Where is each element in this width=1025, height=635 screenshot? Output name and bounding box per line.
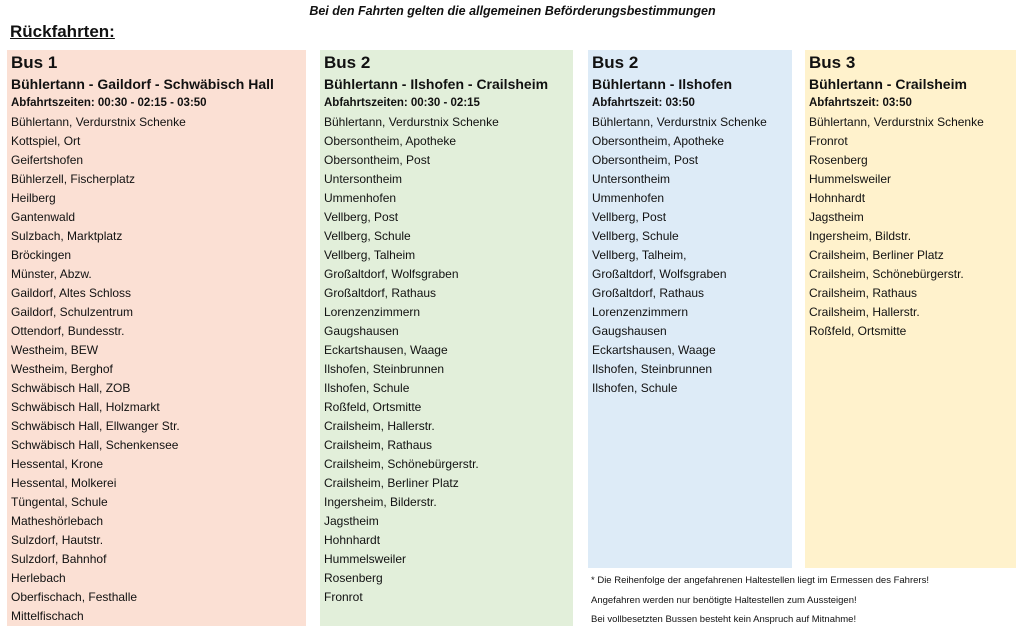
- bus-number: Bus 1: [11, 53, 58, 72]
- stop-item: Münster, Abzw.: [11, 267, 92, 281]
- stop-item: Eckartshausen, Waage: [592, 343, 716, 357]
- stop-item: Sulzdorf, Bahnhof: [11, 552, 107, 566]
- footnote: * Die Reihenfolge der angefahrenen Haltestellen liegt im Ermessen des Fahrers!: [591, 575, 929, 586]
- stop-list: [11, 113, 306, 626]
- stop-item: Crailsheim, Schönebürgerstr.: [324, 457, 479, 471]
- stop-item: Jagstheim: [809, 210, 864, 224]
- stop-item: Crailsheim, Berliner Platz: [809, 248, 944, 262]
- stop-item: Ilshofen, Schule: [324, 381, 410, 395]
- bus-number: Bus 3: [809, 53, 856, 72]
- stop-item: Hummelsweiler: [809, 172, 892, 186]
- stop-item: Crailsheim, Hallerstr.: [809, 305, 920, 319]
- footnote: Angefahren werden nur benötigte Haltestellen zum Aussteigen!: [591, 594, 857, 606]
- stop-item: Ilshofen, Steinbrunnen: [324, 362, 445, 376]
- stop-item: Ingersheim, Bildstr.: [809, 229, 912, 243]
- stop-item: Ilshofen, Schule: [592, 381, 678, 395]
- stop-item: Vellberg, Post: [324, 210, 399, 224]
- bus-route: Bühlertann - Crailsheim: [809, 76, 967, 92]
- stop-item: Bühlerzell, Fischerplatz: [11, 172, 136, 186]
- stop-item: Fronrot: [324, 590, 363, 604]
- bus-column: [320, 50, 573, 626]
- stop-item: Großaltdorf, Wolfsgraben: [324, 267, 459, 281]
- stop-item: Großaltdorf, Wolfsgraben: [592, 267, 727, 281]
- stop-list: [809, 113, 1016, 341]
- stop-item: Gaildorf, Schulzentrum: [11, 305, 134, 319]
- stop-item: Lorenzenzimmern: [324, 305, 421, 319]
- stop-item: Hohnhardt: [324, 533, 381, 547]
- stop-item: Schwäbisch Hall, Ellwanger Str.: [11, 419, 180, 433]
- stop-list: [324, 113, 573, 607]
- stop-item: Großaltdorf, Rathaus: [592, 286, 705, 300]
- stop-item: Rosenberg: [324, 571, 383, 585]
- stop-item: Crailsheim, Rathaus: [324, 438, 433, 452]
- stop-item: Kottspiel, Ort: [11, 134, 81, 148]
- bus-column: [7, 50, 306, 626]
- bus-route: Bühlertann - Ilshofen: [592, 76, 732, 92]
- bus-number: Bus 2: [592, 53, 639, 72]
- stop-item: Roßfeld, Ortsmitte: [324, 400, 422, 414]
- stop-item: Crailsheim, Rathaus: [809, 286, 918, 300]
- stop-item: Schwäbisch Hall, Holzmarkt: [11, 400, 160, 414]
- stop-item: Obersontheim, Post: [592, 153, 699, 167]
- departure-times: Abfahrtszeiten: 00:30 - 02:15: [324, 97, 480, 109]
- stop-item: Mittelfischach: [11, 609, 84, 623]
- bus-number: Bus 2: [324, 53, 371, 72]
- stop-item: Rosenberg: [809, 153, 868, 167]
- stop-item: Obersontheim, Post: [324, 153, 431, 167]
- stop-item: Bühlertann, Verdurstnix Schenke: [324, 115, 499, 129]
- stop-item: Ummenhofen: [324, 191, 397, 205]
- stop-item: Obersontheim, Apotheke: [324, 134, 457, 148]
- stop-item: Gaugshausen: [324, 324, 399, 338]
- stop-item: Vellberg, Talheim,: [592, 248, 687, 262]
- stop-item: Gaildorf, Altes Schloss: [11, 286, 132, 300]
- stop-item: Tüngental, Schule: [11, 495, 108, 509]
- bus-route: Bühlertann - Gaildorf - Schwäbisch Hall: [11, 76, 274, 92]
- stop-item: Bühlertann, Verdurstnix Schenke: [592, 115, 767, 129]
- stop-item: Bühlertann, Verdurstnix Schenke: [11, 115, 186, 129]
- stop-item: Untersontheim: [324, 172, 403, 186]
- bus-column: [805, 50, 1016, 568]
- page-heading: Rückfahrten:: [10, 22, 115, 41]
- stop-item: Sulzbach, Marktplatz: [11, 229, 123, 243]
- stop-item: Bühlertann, Verdurstnix Schenke: [809, 115, 984, 129]
- stop-item: Bröckingen: [11, 248, 72, 262]
- stop-item: Crailsheim, Berliner Platz: [324, 476, 459, 490]
- notice-text: Bei den Fahrten gelten die allgemeinen Beförderungsbestimmungen: [309, 4, 716, 18]
- stop-item: Vellberg, Talheim: [324, 248, 416, 262]
- stop-item: Crailsheim, Schönebürgerstr.: [809, 267, 964, 281]
- departure-times: Abfahrtszeit: 03:50: [592, 97, 695, 109]
- stop-item: Sulzdorf, Hautstr.: [11, 533, 104, 547]
- stop-item: Lorenzenzimmern: [592, 305, 689, 319]
- stop-item: Westheim, BEW: [11, 343, 99, 357]
- stop-item: Ottendorf, Bundesstr.: [11, 324, 125, 338]
- stop-list: [592, 113, 792, 398]
- stop-item: Untersontheim: [592, 172, 671, 186]
- stop-item: Roßfeld, Ortsmitte: [809, 324, 907, 338]
- stop-item: Gaugshausen: [592, 324, 667, 338]
- stop-item: Herlebach: [11, 571, 66, 585]
- stop-item: Großaltdorf, Rathaus: [324, 286, 437, 300]
- departure-times: Abfahrtszeiten: 00:30 - 02:15 - 03:50: [11, 97, 207, 109]
- stop-item: Eckartshausen, Waage: [324, 343, 448, 357]
- stop-item: Heilberg: [11, 191, 56, 205]
- stop-item: Matheshörlebach: [11, 514, 104, 528]
- bus-column: [588, 50, 792, 568]
- stop-item: Ilshofen, Steinbrunnen: [592, 362, 713, 376]
- stop-item: Ummenhofen: [592, 191, 665, 205]
- stop-item: Vellberg, Post: [592, 210, 667, 224]
- footnote: Bei vollbesetzten Bussen besteht kein Anspruch auf Mitnahme!: [591, 614, 857, 625]
- stop-item: Hessental, Krone: [11, 457, 104, 471]
- stop-item: Schwäbisch Hall, Schenkensee: [11, 438, 179, 452]
- stop-item: Hessental, Molkerei: [11, 476, 117, 490]
- stop-item: Westheim, Berghof: [11, 362, 113, 376]
- stop-item: Obersontheim, Apotheke: [592, 134, 725, 148]
- stop-item: Schwäbisch Hall, ZOB: [11, 381, 131, 395]
- stop-item: Oberfischach, Festhalle: [11, 590, 138, 604]
- stop-item: Fronrot: [809, 134, 848, 148]
- footnotes: [591, 571, 929, 630]
- stop-item: Ingersheim, Bilderstr.: [324, 495, 437, 509]
- stop-item: Vellberg, Schule: [592, 229, 679, 243]
- stop-item: Gantenwald: [11, 210, 76, 224]
- stop-item: Hummelsweiler: [324, 552, 407, 566]
- stop-item: Hohnhardt: [809, 191, 866, 205]
- stop-item: Vellberg, Schule: [324, 229, 411, 243]
- stop-item: Geifertshofen: [11, 153, 84, 167]
- bus-route: Bühlertann - Ilshofen - Crailsheim: [324, 76, 549, 92]
- departure-times: Abfahrtszeit: 03:50: [809, 97, 912, 109]
- stop-item: Crailsheim, Hallerstr.: [324, 419, 435, 433]
- stop-item: Jagstheim: [324, 514, 379, 528]
